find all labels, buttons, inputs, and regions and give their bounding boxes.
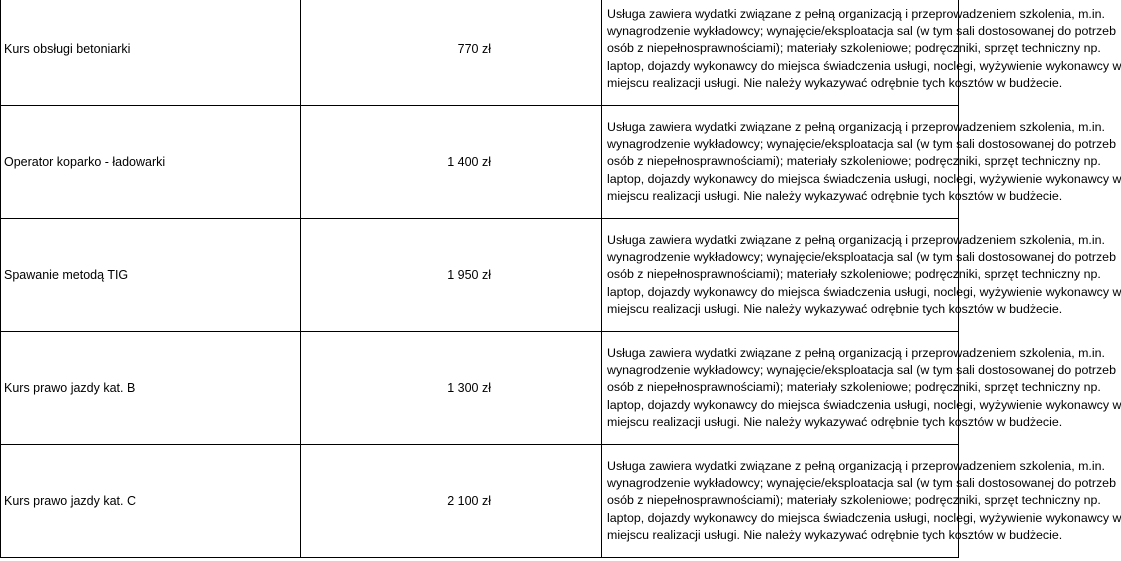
description-line: Usługa zawiera wydatki związane z pełną organizacją i przeprowadzeniem szkolenia, m.in.: [607, 458, 1105, 473]
course-price: 1 400 zł: [301, 106, 602, 219]
description-line: wynagrodzenie wykładowcy; wynajęcie/eksploatacja sal (w tym sali dostosowanej do potrzeb: [607, 137, 1116, 152]
description-line: osób z niepełnosprawnościami); materiały szkoleniowe; podręczniki, sprzęt techniczny np.: [607, 380, 1101, 395]
description-line: miejscu realizacji usługi. Nie należy wykazywać odrębnie tych kosztów w budżecie.: [607, 527, 1063, 542]
description-line: wynagrodzenie wykładowcy; wynajęcie/eksploatacja sal (w tym sali dostosowanej do potrzeb: [607, 24, 1116, 39]
course-name: Spawanie metodą TIG: [1, 219, 301, 332]
course-name: Operator koparko - ładowarki: [1, 106, 301, 219]
course-price: 1 950 zł: [301, 219, 602, 332]
course-price: 770 zł: [301, 0, 602, 106]
course-description: [602, 445, 1121, 558]
table-row: [1, 219, 959, 332]
description-line: miejscu realizacji usługi. Nie należy wykazywać odrębnie tych kosztów w budżecie.: [607, 301, 1063, 316]
course-name: Kurs obsługi betoniarki: [1, 0, 301, 106]
description-line: osób z niepełnosprawnościami); materiały szkoleniowe; podręczniki, sprzęt techniczny np.: [607, 493, 1101, 508]
description-line: Usługa zawiera wydatki związane z pełną organizacją i przeprowadzeniem szkolenia, m.in.: [607, 6, 1105, 21]
course-description: [602, 332, 1121, 445]
description-line: laptop, dojazdy wykonawcy do miejsca świadczenia usługi, noclegi, wyżywienie wykonawcy w: [607, 171, 1121, 186]
description-line: Usługa zawiera wydatki związane z pełną organizacją i przeprowadzeniem szkolenia, m.in.: [607, 345, 1105, 360]
course-name: Kurs prawo jazdy kat. C: [1, 445, 301, 558]
table-body: [1, 0, 1121, 558]
course-price: 2 100 zł: [301, 445, 602, 558]
course-price: 1 300 zł: [301, 332, 602, 445]
table-row: [1, 332, 959, 445]
description-line: osób z niepełnosprawnościami); materiały szkoleniowe; podręczniki, sprzęt techniczny np.: [607, 154, 1101, 169]
course-name: Kurs prawo jazdy kat. B: [1, 332, 301, 445]
table-row: [1, 106, 959, 219]
description-line: miejscu realizacji usługi. Nie należy wykazywać odrębnie tych kosztów w budżecie.: [607, 188, 1063, 203]
description-line: wynagrodzenie wykładowcy; wynajęcie/eksploatacja sal (w tym sali dostosowanej do potrzeb: [607, 363, 1116, 378]
description-line: wynagrodzenie wykładowcy; wynajęcie/eksploatacja sal (w tym sali dostosowanej do potrzeb: [607, 250, 1116, 265]
table-row: [1, 445, 959, 558]
description-line: osób z niepełnosprawnościami); materiały szkoleniowe; podręczniki, sprzęt techniczny np.: [607, 267, 1101, 282]
description-line: osób z niepełnosprawnościami); materiały szkoleniowe; podręczniki, sprzęt techniczny np.: [607, 41, 1101, 56]
description-line: Usługa zawiera wydatki związane z pełną organizacją i przeprowadzeniem szkolenia, m.in.: [607, 119, 1105, 134]
description-line: wynagrodzenie wykładowcy; wynajęcie/eksploatacja sal (w tym sali dostosowanej do potrzeb: [607, 476, 1116, 491]
description-line: miejscu realizacji usługi. Nie należy wykazywać odrębnie tych kosztów w budżecie.: [607, 414, 1063, 429]
course-description: [602, 0, 1121, 106]
description-line: Usługa zawiera wydatki związane z pełną organizacją i przeprowadzeniem szkolenia, m.in.: [607, 232, 1105, 247]
course-description: [602, 219, 1121, 332]
description-line: laptop, dojazdy wykonawcy do miejsca świadczenia usługi, noclegi, wyżywienie wykonawcy w: [607, 58, 1121, 73]
table-row: [1, 0, 959, 106]
course-description: [602, 106, 1121, 219]
description-line: miejscu realizacji usługi. Nie należy wykazywać odrębnie tych kosztów w budżecie.: [607, 75, 1063, 90]
description-line: laptop, dojazdy wykonawcy do miejsca świadczenia usługi, noclegi, wyżywienie wykonawcy w: [607, 510, 1121, 525]
description-line: laptop, dojazdy wykonawcy do miejsca świadczenia usługi, noclegi, wyżywienie wykonawcy w: [607, 284, 1121, 299]
description-line: laptop, dojazdy wykonawcy do miejsca świadczenia usługi, noclegi, wyżywienie wykonawcy w: [607, 397, 1121, 412]
